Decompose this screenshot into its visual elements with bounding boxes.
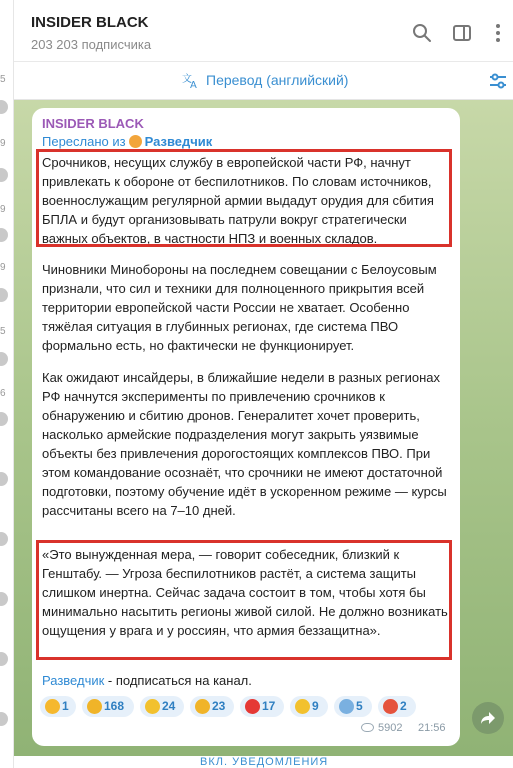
thinking-face-icon xyxy=(145,699,160,714)
reaction-count: 1 xyxy=(62,699,69,713)
reaction-count: 168 xyxy=(104,699,125,713)
message-paragraph: Как ожидают инсайдеры, в ближайшие недели в разных регионах РФ начнутся эксперименты по привлечению срочников к обнаружению и сбитию дронов. Генералитет хочет проверить, насколько армейские подразделения могут закрыть уязвимые объекты без привлечения дорогостоящих комплексов ПВО. При этом командование осознаёт, что срочники не имеют достаточной подготовки, поэтому обучение идёт в ускоренном режиме — курсы рассчитаны всего на 7–10 дней. xyxy=(42,370,447,518)
chat-avatar[interactable] xyxy=(0,532,8,546)
chat-avatar[interactable] xyxy=(0,592,8,606)
chat-avatar[interactable] xyxy=(0,228,8,242)
highlight-box xyxy=(36,540,452,660)
settings-sliders-icon[interactable] xyxy=(488,71,508,91)
reaction-heart[interactable] xyxy=(240,696,284,717)
chat-avatar[interactable] xyxy=(0,100,8,114)
reaction-star[interactable] xyxy=(40,696,76,717)
heart-icon xyxy=(245,699,260,714)
eye-icon xyxy=(361,723,374,732)
translation-bar[interactable] xyxy=(14,62,513,100)
chat-avatar[interactable] xyxy=(0,288,8,302)
reaction-thumbs-up[interactable] xyxy=(82,696,134,717)
subscribe-line xyxy=(42,673,252,688)
reaction-count: 23 xyxy=(212,699,226,713)
chat-avatar[interactable] xyxy=(0,712,8,726)
more-vert-icon[interactable] xyxy=(487,22,509,44)
reaction-thinking[interactable] xyxy=(140,696,184,717)
chat-avatar[interactable] xyxy=(0,352,8,366)
chat-title[interactable]: INSIDER BLACK xyxy=(31,14,149,31)
reaction-count: 17 xyxy=(262,699,276,713)
views-number: 5902 xyxy=(378,722,403,734)
reaction-thumbs-down[interactable] xyxy=(190,696,234,717)
highlight-box xyxy=(36,149,452,247)
scream-face-icon xyxy=(339,699,354,714)
subscribe-text: - подписаться на канал. xyxy=(104,673,252,688)
star-icon xyxy=(45,699,60,714)
chat-avatar[interactable] xyxy=(0,652,8,666)
reaction-scream[interactable] xyxy=(334,696,372,717)
grinning-face-icon xyxy=(295,699,310,714)
subscribe-link[interactable]: Разведчик xyxy=(42,673,105,688)
unread-count: 5 xyxy=(0,74,6,85)
subscriber-count: 203 203 подписчика xyxy=(31,37,152,52)
forwarded-source[interactable]: Разведчик xyxy=(144,134,213,149)
chat-avatar[interactable] xyxy=(0,412,8,426)
thumbs-down-icon xyxy=(195,699,210,714)
search-icon[interactable] xyxy=(411,22,433,44)
forwarded-prefix: Переслано из xyxy=(42,134,126,149)
message-paragraph: Чиновники Минобороны на последнем совещании с Белоусовым признали, что сил и техники для полноценного прикрытия всей территории европейской части России не хватает. Особенно тяжёлая ситуация в глубинных регионах, где система ПВО формально есть, но фактически не функционирует. xyxy=(42,262,437,353)
message-author[interactable]: INSIDER BLACK xyxy=(42,116,144,131)
reaction-count: 24 xyxy=(162,699,176,713)
share-button[interactable] xyxy=(472,702,504,734)
chat-avatar[interactable] xyxy=(0,168,8,182)
message-paragraph: «Это вынужденная мера, — говорит собеседник, близкий к Генштабу. — Угроза беспилотников растёт, а система защиты слишком инертна. Сейчас задача состоит в том, чтобы хотя бы минимально насытить регионы живой силой. Не должно возникать ощущения у врага и у россиян, что армия беззащитна». xyxy=(42,547,448,638)
source-avatar-icon xyxy=(129,135,142,148)
message-bubble[interactable] xyxy=(32,108,460,746)
chat-avatar[interactable] xyxy=(0,472,8,486)
unread-count: 6 xyxy=(0,388,6,399)
unread-count: 9 xyxy=(0,204,6,215)
reaction-count: 2 xyxy=(400,699,407,713)
message-paragraph: Срочников, несущих службу в европейской части РФ, начнут привлекать к обороне от беспилотников. По словам источников, военнослужащим регулярной армии выдадут орудия для сбития БПЛА и будут организовывать патрули вокруг стратегически важных объектов, в частности НПЗ и военных складов. xyxy=(42,155,434,246)
forwarded-from[interactable] xyxy=(42,134,212,149)
chat-header xyxy=(14,0,513,62)
reaction-count: 5 xyxy=(356,699,363,713)
svg-text:A: A xyxy=(190,80,197,89)
share-arrow-icon xyxy=(479,709,497,727)
notifications-bar[interactable] xyxy=(14,756,513,768)
translate-icon xyxy=(182,71,200,89)
translate-label[interactable]: Перевод (английский) xyxy=(206,72,349,88)
reaction-angry[interactable] xyxy=(378,696,416,717)
unread-count: 9 xyxy=(0,262,6,273)
sidebar-toggle-icon[interactable] xyxy=(451,22,473,44)
unread-count: 5 xyxy=(0,326,6,337)
message-time: 21:56 xyxy=(418,722,446,734)
angry-face-icon xyxy=(383,699,398,714)
reaction-grinning[interactable] xyxy=(290,696,328,717)
thumbs-up-icon xyxy=(87,699,102,714)
svg-text:文: 文 xyxy=(182,74,192,85)
chat-list-strip xyxy=(0,0,14,768)
reaction-count: 9 xyxy=(312,699,319,713)
unread-count: 9 xyxy=(0,138,6,149)
enable-notifications-label[interactable]: ВКЛ. УВЕДОМЛЕНИЯ xyxy=(200,756,329,768)
view-count xyxy=(361,722,402,734)
